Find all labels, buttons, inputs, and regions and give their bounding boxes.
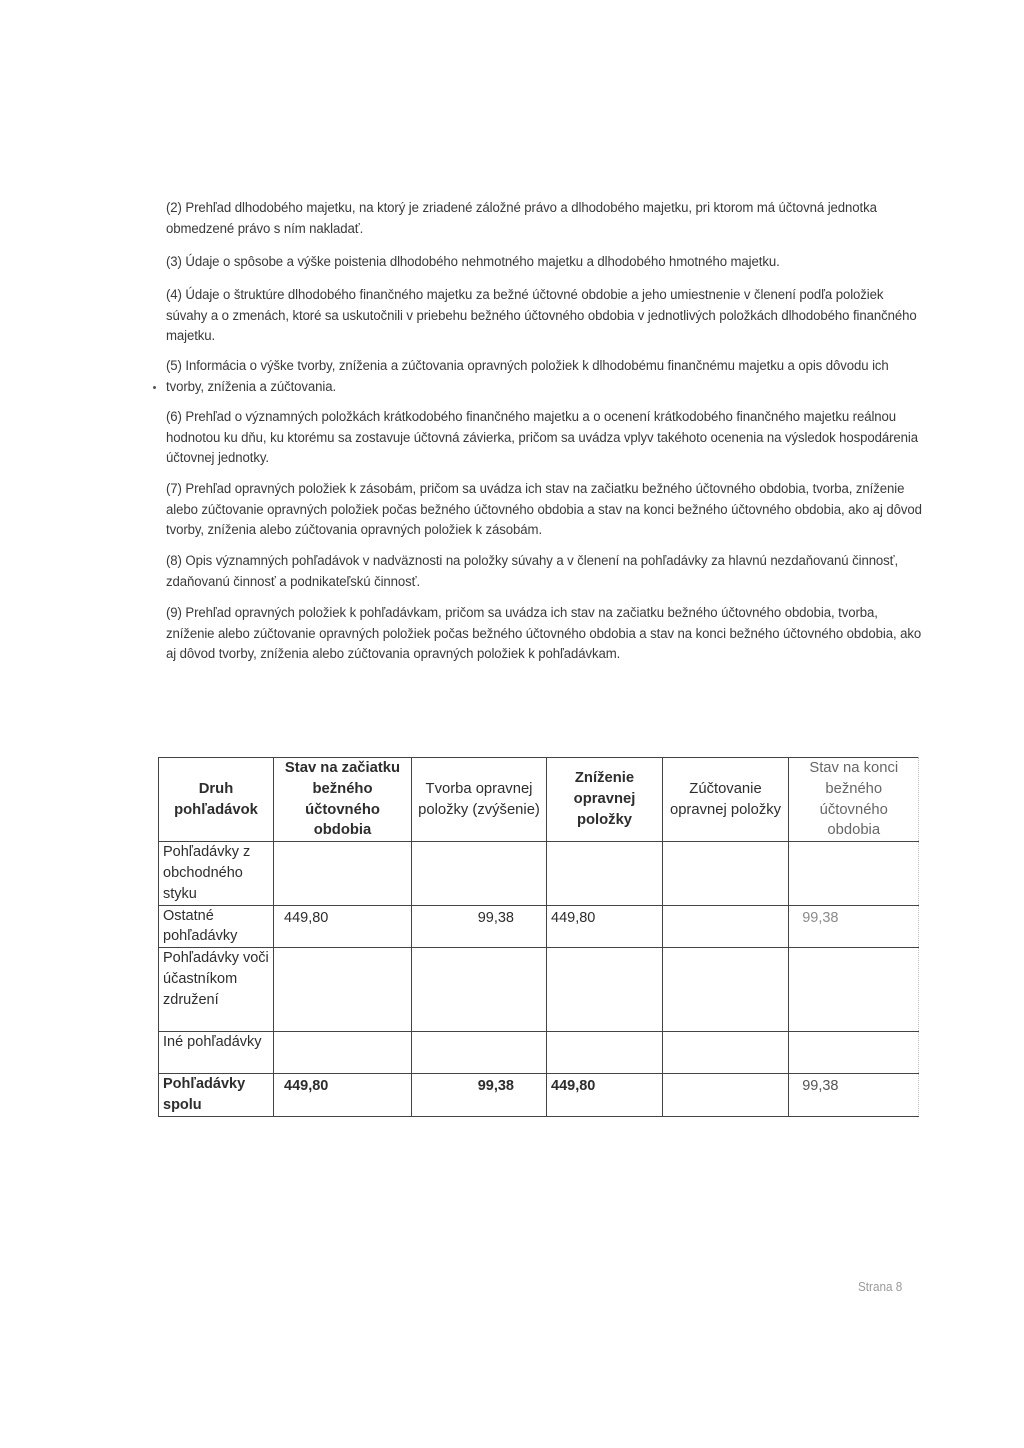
cell-settlement [663,842,789,905]
paragraph-4: (4) Údaje o štruktúre dlhodobého finančného majetku za bežné účtovné obdobie a jeho umiestnenie v členení podľa položiek súvahy a o zmenách, ktoré sa uskutočnili v priebehu bežného účtovného obdobia v jednotlivých položkách dlhodobého finančného majetku. [166,287,917,345]
cell-end [789,948,919,1032]
paragraph-3: (3) Údaje o spôsobe a výške poistenia dlhodobého nehmotného majetku a dlhodobého hmotného majetku. [166,254,780,270]
cell-creation: 99,38 [412,905,547,948]
header-start-balance: Stav na začiatku bežného účtovného obdobia [274,758,412,842]
cell-start [274,842,412,905]
cell-creation [412,1032,547,1074]
table-row [159,842,919,905]
header-reduction: Zníženie opravnej položky [547,758,663,842]
cell-reduction: 449,80 [547,905,663,948]
total-label: Pohľadávky spolu [159,1074,274,1117]
cell-reduction [547,842,663,905]
page-number: Strana 8 [858,1279,903,1294]
total-start: 449,80 [274,1074,412,1117]
row-label: Ostatné pohľadávky [159,905,274,948]
header-creation: Tvorba opravnej položky (zvýšenie) [412,758,547,842]
total-settlement [663,1074,789,1117]
cell-end [789,1032,919,1074]
header-receivable-type: Druh pohľadávok [159,758,274,842]
cell-start [274,948,412,1032]
scan-dot [153,386,156,389]
cell-start [274,1032,412,1074]
table-total-row [159,1074,919,1117]
cell-end: 99,38 [789,905,919,948]
table-row [159,1032,919,1074]
cell-settlement [663,1032,789,1074]
table-right-edge [918,757,919,1115]
row-label: Iné pohľadávky [159,1032,274,1074]
total-reduction: 449,80 [547,1074,663,1117]
total-end: 99,38 [789,1074,919,1117]
paragraph-9: (9) Prehľad opravných položiek k pohľadávkam, pričom sa uvádza ich stav na začiatku bežného účtovného obdobia, tvorba, zníženie alebo zúčtovanie opravných položiek počas bežného účtovného obdobia a stav na konci bežného účtovného obdobia, ako aj dôvod tvorby, zníženia alebo zúčtovania opravných položiek k pohľadávkam. [166,605,922,663]
row-label: Pohľadávky z obchodného styku [159,842,274,905]
cell-end [789,842,919,905]
header-settlement: Zúčtovanie opravnej položky [663,758,789,842]
cell-settlement [663,905,789,948]
table-row [159,905,919,948]
cell-settlement [663,948,789,1032]
total-creation: 99,38 [412,1074,547,1117]
cell-reduction [547,948,663,1032]
receivables-adjustments-table [158,757,919,1117]
table-row [159,948,919,1032]
paragraph-7: (7) Prehľad opravných položiek k zásobám, pričom sa uvádza ich stav na začiatku bežného účtovného obdobia, tvorba, zníženie alebo zúčtovanie opravných položiek počas bežného účtovného obdobia a stav na konci bežného účtovného obdobia, ako aj dôvod tvorby, zníženia alebo zúčtovania opravných položiek k zásobám. [166,481,922,539]
header-end-balance: Stav na konci bežného účtovného obdobia [789,758,919,842]
row-label: Pohľadávky voči účastníkom združení [159,948,274,1032]
cell-reduction [547,1032,663,1074]
paragraph-5: (5) Informácia o výške tvorby, zníženia a zúčtovania opravných položiek k dlhodobému finančnému majetku a opis dôvodu ich tvorby, zníženia a zúčtovania. [166,358,889,395]
cell-start: 449,80 [274,905,412,948]
paragraph-2: (2) Prehľad dlhodobého majetku, na ktorý je zriadené záložné právo a dlhodobého majetku, pri ktorom má účtovná jednotka obmedzené právo s ním nakladať. [166,200,877,237]
cell-creation [412,842,547,905]
table-header-row [159,758,919,842]
paragraph-8: (8) Opis významných pohľadávok v nadväznosti na položky súvahy a v členení na pohľadávky za hlavnú nezdaňovanú činnosť, zdaňovanú činnosť a podnikateľskú činnosť. [166,553,899,590]
paragraph-6: (6) Prehľad o významných položkách krátkodobého finančného majetku a o ocenení krátkodobého finančného majetku reálnou hodnotou ku dňu, ku ktorému sa zostavuje účtovná závierka, pričom sa uvádza vplyv takéhoto ocenenia na výsledok hospodárenia účtovnej jednotky. [166,409,919,467]
cell-creation [412,948,547,1032]
